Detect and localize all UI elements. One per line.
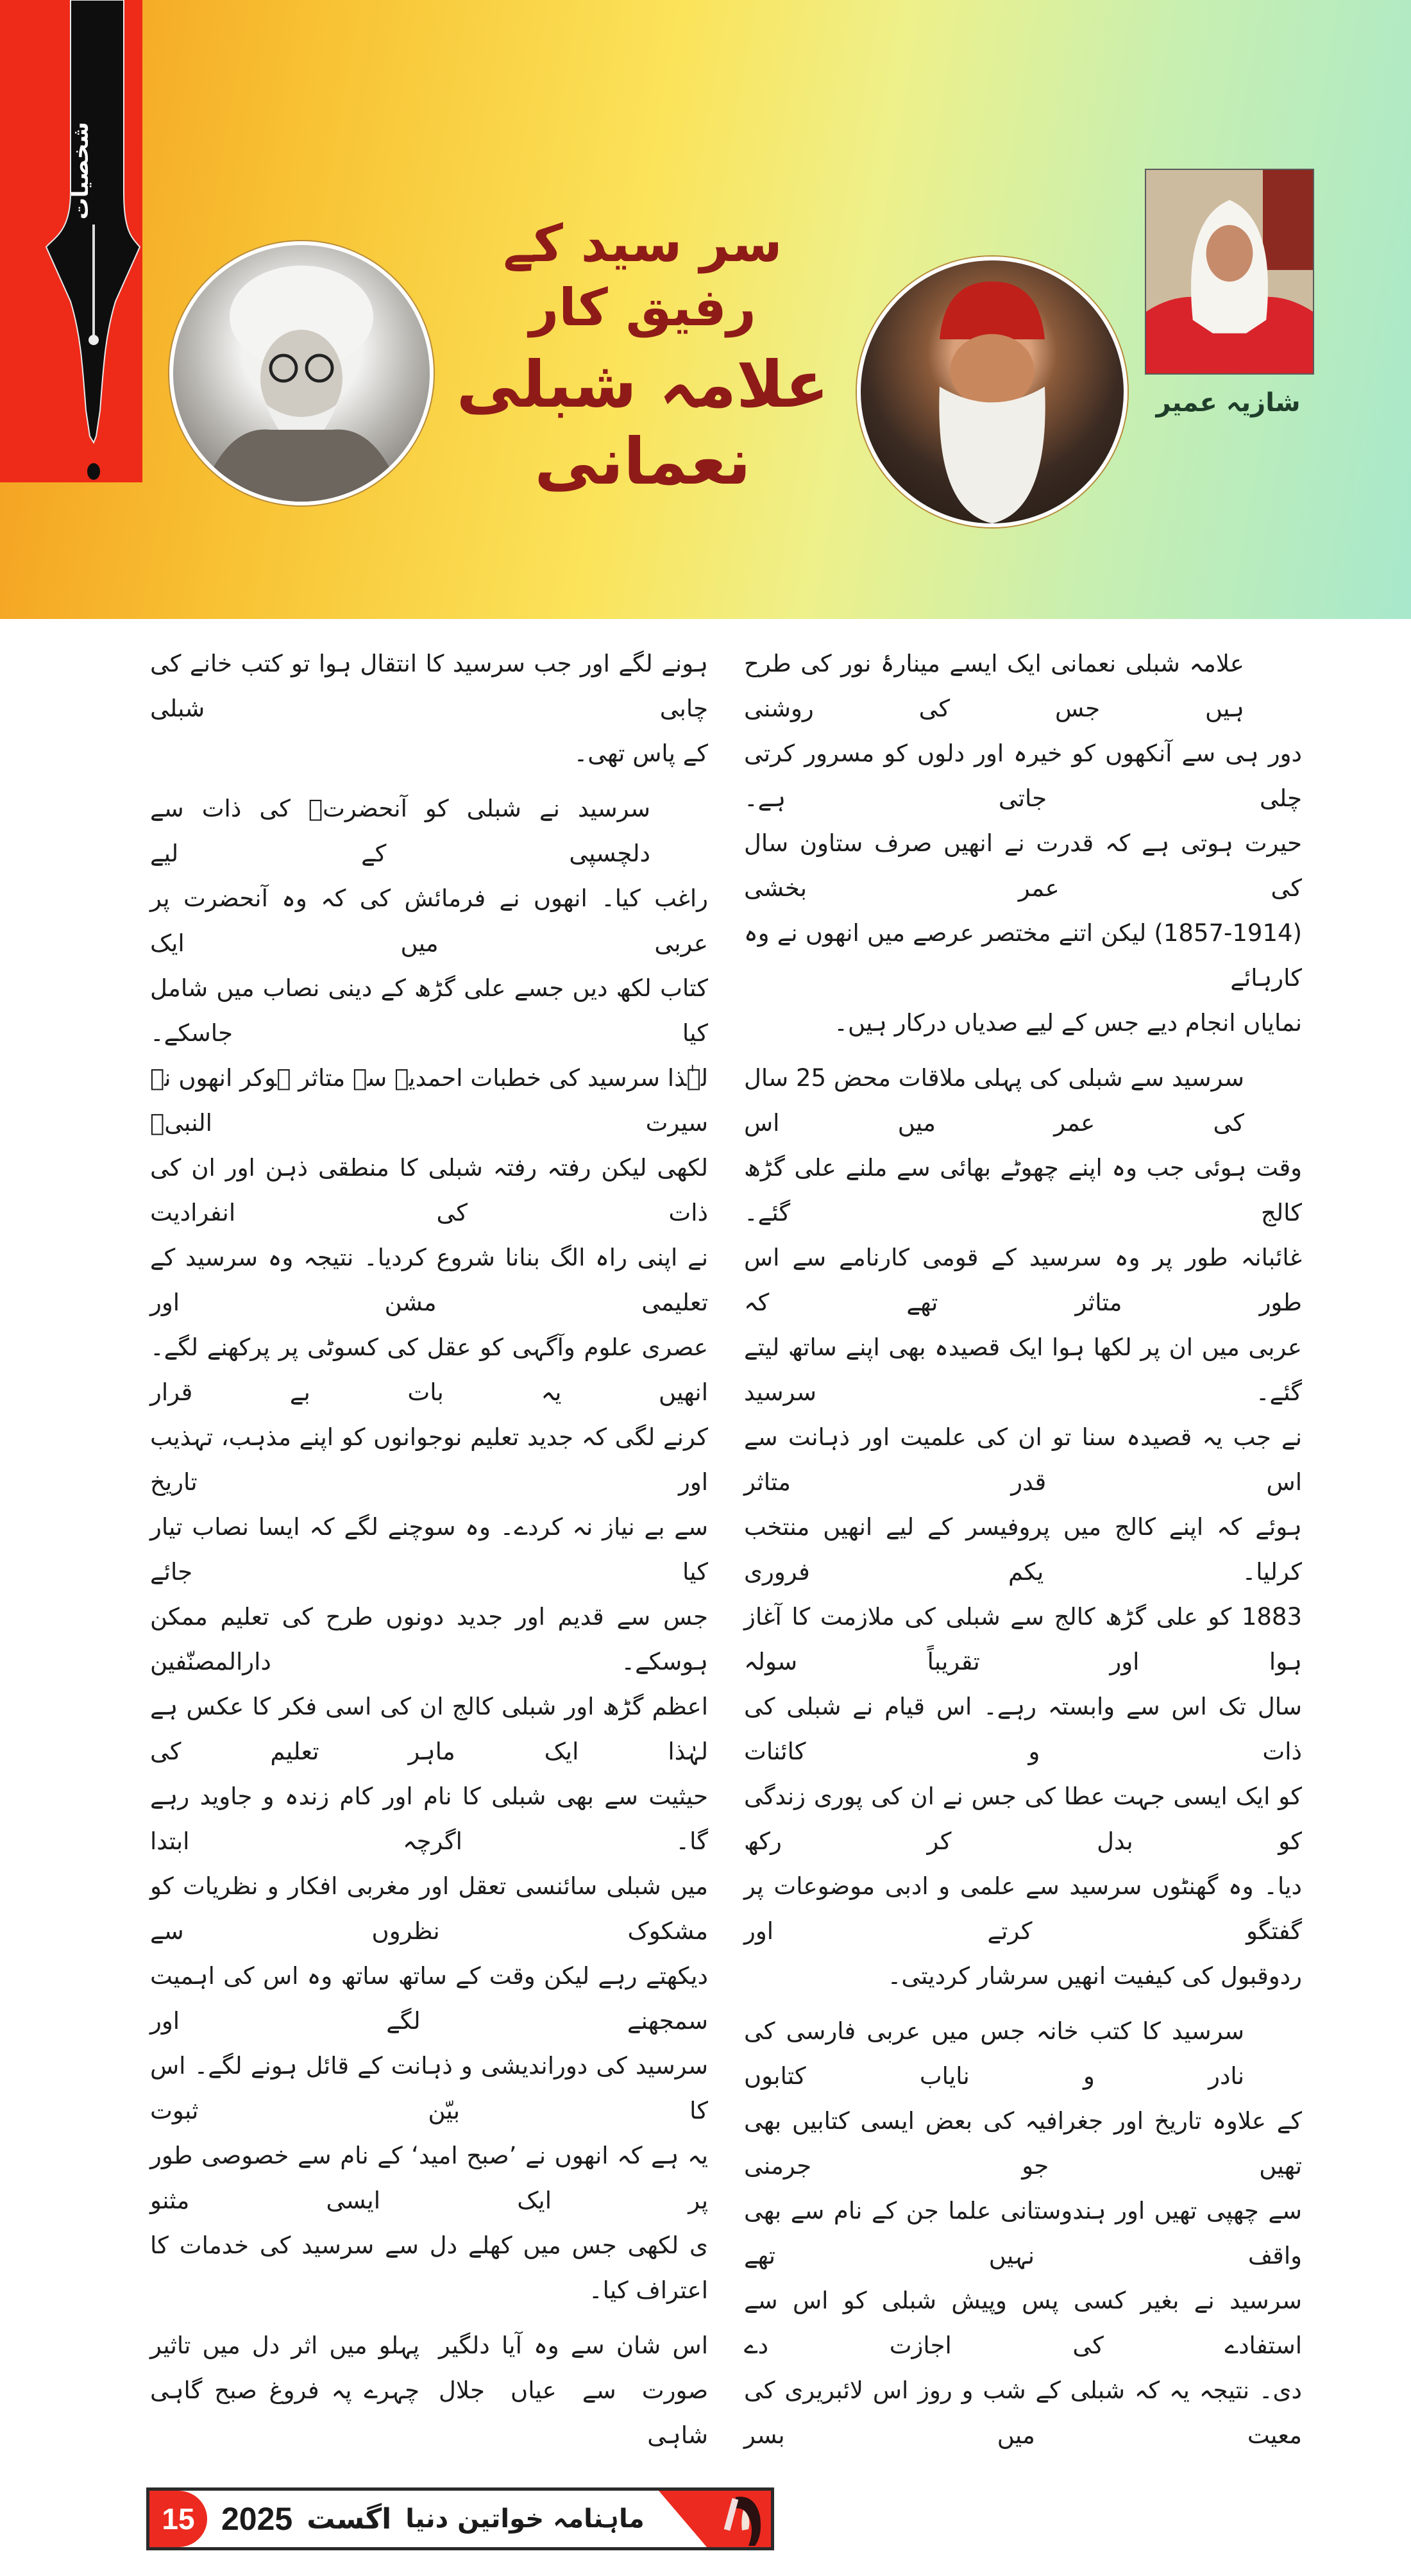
text-line: غائبانہ طور پر وہ سرسید کے قومی کارنامے سے اس طور متاثر تھے کہ [744,1244,1302,1316]
text-line: سرسید نے بغیر کسی پس وپیش شبلی کو اس سے استفادے کی اجازت دے [744,2287,1302,2359]
text-line: دیکھتے رہے لیکن وقت کے ساتھ ساتھ وہ اس کی اہمیت سمجھنے لگے اور [150,1962,708,2035]
author-name: شازیہ عمیر [1156,388,1301,418]
text-line: یہ ہے کہ انھوں نے ’صبح امید‘ کے نام سے خصوصی طور پر ایک ایسی مثنو [150,2142,708,2214]
hemistich: اس شان سے وہ آیا دلگیر [439,2332,708,2359]
text-line: کے پاس تھی۔ [573,740,708,767]
article-body [0,619,1411,2468]
text-line: ردوقبول کی کیفیت انھیں سرشار کردیتی۔ [887,1962,1302,1990]
text-line: حیثیت سے بھی شبلی کا نام اور کام زندہ و جاوید رہے گا۔ اگرچہ ابتدا [150,1783,708,1855]
text-line: میں شبلی سائنسی تعقل اور مغربی افکار و نظریات کو مشکوک نظروں سے [150,1872,708,1945]
hemistich: پہلو میں اثر دل میں تاثیر [150,2332,419,2359]
article-title: علامہ شبلی نعمانی [456,347,829,499]
text-line: لکھی لیکن رفتہ رفتہ شبلی کا منطقی ذہن اور ان کی ذات کی انفرادیت [150,1154,708,1226]
text-line: سے بے نیاز نہ کردے۔ وہ سوچنے لگے کہ ایسا نصاب تیار کیا جائے [150,1513,708,1586]
text-line: نے اپنی راہ الگ بنانا شروع کردیا۔ نتیجہ وہ سرسید کے تعلیمی مشن اور [150,1244,708,1316]
magazine-logo-icon [659,2491,771,2547]
article-column-left [150,641,708,2468]
poem-couplet [150,2323,708,2458]
portrait-image [861,260,1124,523]
text-line: عربی میں ان پر لکھا ہوا ایک قصیدہ بھی اپنے ساتھ لیتے گئے۔ سرسید [744,1334,1302,1406]
article-kicker: سر سید کے رفیق کار [503,214,782,337]
verse-row [150,2323,708,2368]
paragraph [744,2009,1302,2458]
text-line: سرسید کی دوراندیشی و ذہانت کے قائل ہونے لگے۔ اس کا بیّن ثبوت [150,2052,708,2124]
pen-nib-icon [0,0,142,482]
text-line: سرسید نے شبلی کو آنحضرتؐ کی ذات سے دلچسپی کے لیے [150,795,650,867]
text-line: ہوئے کہ اپنے کالج میں پروفیسر کے لیے انھیں منتخب کرلیا۔ یکم فروری [744,1513,1302,1586]
text-line: حیرت ہوتی ہے کہ قدرت نے انھیں صرف ستاون سال کی عمر بخشی [744,829,1302,902]
verse-row [150,2368,708,2458]
header-banner [0,0,1411,619]
hemistich: چہرے پہ فروغ صبح گاہی [150,2377,419,2404]
author-photo [1145,169,1314,375]
paragraph [744,641,1302,1046]
text-line: اعظم گڑھ اور شبلی کالج ان کی اسی فکر کا عکس ہے لہٰذا ایک ماہر تعلیم کی [150,1693,708,1765]
text-line: وقت ہوئی جب وہ اپنے چھوٹے بھائی سے ملنے علی گڑھ کالج گئے۔ [744,1154,1302,1226]
text-line: لہٰذا سرسید کی خطبات احمدیہ سے متاثر ہوکر انھوں نے سیرت النبیؐ [150,1064,708,1137]
text-line: نمایاں انجام دیے جس کے لیے صدیاں درکار ہیں۔ [834,1009,1302,1037]
hemistich: صورت سے عیاں جلال شاہی [439,2377,708,2449]
issue-month: اگست [307,2502,392,2536]
text-line: راغب کیا۔ انھوں نے فرمائش کی کہ وہ آنحضرت پر عربی میں ایک [150,885,708,957]
text-line: دیا۔ وہ گھنٹوں سرسید سے علمی و ادبی موضوعات پر گفتگو کرتے اور [744,1872,1302,1945]
text-line: سرسید سے شبلی کی پہلی ملاقات محض 25 سال کی عمر میں اس [744,1064,1244,1137]
text-line: علامہ شبلی نعمانی ایک ایسے مینارۂ نور کی طرح ہیں جس کی روشنی [744,650,1244,722]
text-line: دی۔ نتیجہ یہ کہ شبلی کے شب و روز اس لائبریری کی معیت میں بسر [744,2377,1302,2449]
article-heading [434,212,852,500]
text-line: 1883 کو علی گڑھ کالج سے شبلی کی ملازمت کا آغاز ہوا اور تقریباً سولہ [744,1603,1302,1675]
section-strip [0,0,142,482]
text-line: سرسید کا کتب خانہ جس میں عربی فارسی کی نادر و نایاب کتابوں [744,2017,1244,2090]
text-line: سے چھپی تھیں اور ہندوستانی علما جن کے نام سے بھی واقف نہیں تھے [744,2197,1302,2269]
text-line: کے علاوہ تاریخ اور جغرافیہ کی بعض ایسی کتابیں بھی تھیں جو جرمنی [744,2107,1302,2180]
text-line: جس سے قدیم اور جدید دونوں طرح کی تعلیم ممکن ہوسکے۔ دارالمصنّفین [150,1603,708,1675]
page-footer [146,2487,774,2550]
paragraph [150,786,708,2313]
portrait-sir-syed [857,257,1128,527]
text-line: کتاب لکھ دیں جسے علی گڑھ کے دینی نصاب میں شامل کیا جاسکے۔ [150,974,708,1047]
page-number: 15 [149,2491,207,2547]
portrait-shibli-nomani [169,241,434,505]
article-column-right [744,641,1302,2468]
text-line: کرنے لگی کہ جدید تعلیم نوجوانوں کو اپنے مذہب، تہذیب اور تاریخ [150,1423,708,1496]
text-line: عصری علوم وآگہی کو عقل کی کسوٹی پر پرکھنے لگے۔ انھیں یہ بات بے قرار [150,1334,708,1406]
issue-year: 2025 [221,2501,293,2537]
paragraph [150,641,708,776]
text-line: دور ہی سے آنکھوں کو خیرہ اور دلوں کو مسرور کرتی چلی جاتی ہے۔ [744,740,1302,812]
text-line: سال تک اس سے وابستہ رہے۔ اس قیام نے شبلی کی ذات و کائنات [744,1693,1302,1765]
text-line: (1857-1914) لیکن اتنے مختصر عرصے میں انھوں نے وہ کارہائے [744,919,1302,992]
author-image [1146,170,1313,373]
section-tag: شخصیات [68,122,94,220]
text-line: کو ایک ایسی جہت عطا کی جس نے ان کی پوری زندگی کو بدل کر رکھ [744,1783,1302,1855]
text-line: نے جب یہ قصیدہ سنا تو ان کی علمیت اور ذہانت سے اس قدر متاثر [744,1423,1302,1496]
paragraph [744,1056,1302,1999]
text-line: ہونے لگے اور جب سرسید کا انتقال ہوا تو کتب خانے کی چابی شبلی [150,650,708,722]
portrait-image [173,245,430,502]
magazine-name: ماہنامہ خواتین دنیا [405,2504,645,2534]
text-line: ی لکھی جس میں کھلے دل سے سرسید کی خدمات کا اعتراف کیا۔ [150,2232,708,2304]
